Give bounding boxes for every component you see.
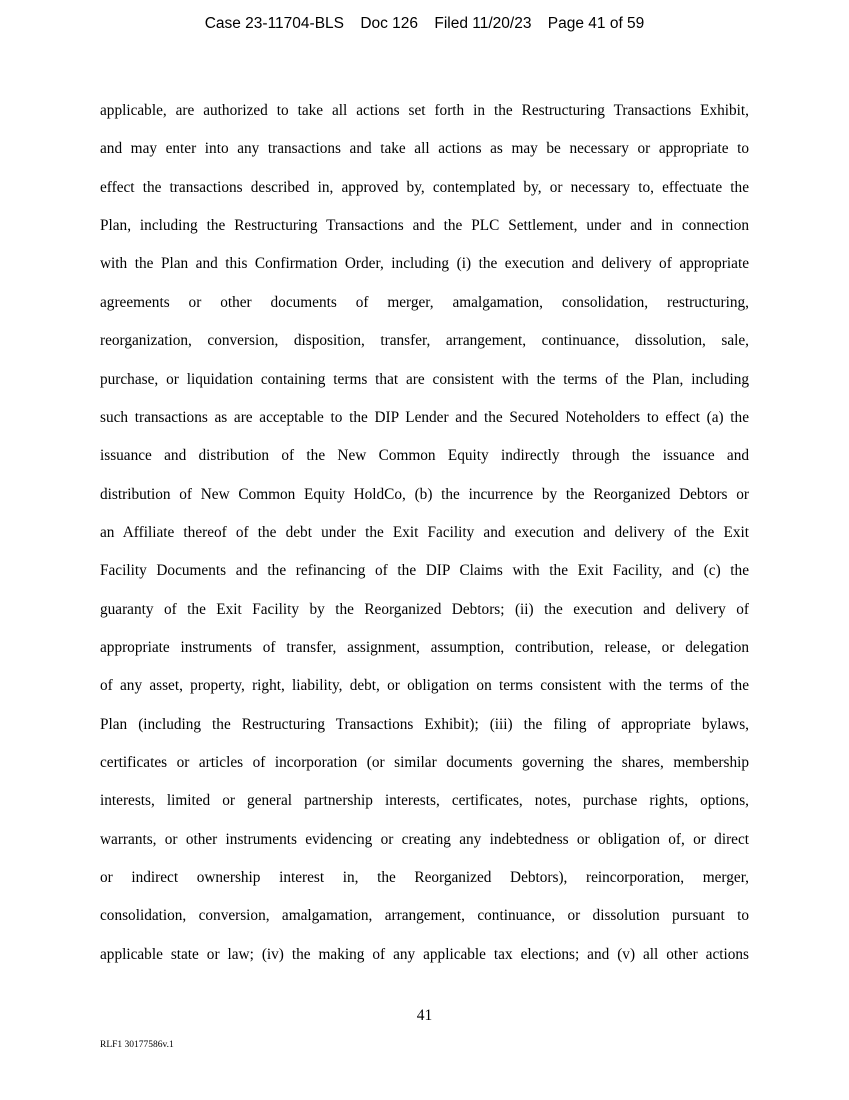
body-line: and may enter into any transactions and take all actions as may be necessary or appropriate to	[100, 140, 749, 157]
body-line: agreements or other documents of merger, amalgamation, consolidation, restructuring,	[100, 294, 749, 311]
body-line: Plan, including the Restructuring Transactions and the PLC Settlement, under and in connection	[100, 217, 749, 234]
body-line: applicable state or law; (iv) the making of any applicable tax elections; and (v) all other actions	[100, 946, 749, 963]
body-line: purchase, or liquidation containing terms that are consistent with the terms of the Plan, including	[100, 371, 749, 388]
body-line: Facility Documents and the refinancing of the DIP Claims with the Exit Facility, and (c) the	[100, 562, 749, 579]
body-line: of any asset, property, right, liability, debt, or obligation on terms consistent with the terms of the	[100, 677, 749, 694]
body-line: Plan (including the Restructuring Transactions Exhibit); (iii) the filing of appropriate bylaws,	[100, 716, 749, 733]
body-line: issuance and distribution of the New Common Equity indirectly through the issuance and	[100, 447, 749, 464]
page-number: 41	[416, 1007, 433, 1024]
filed-date: Filed 11/20/23	[434, 15, 532, 32]
body-line: guaranty of the Exit Facility by the Reorganized Debtors; (ii) the execution and delivery of	[100, 601, 749, 618]
body-line: consolidation, conversion, amalgamation, arrangement, continuance, or dissolution pursuant to	[100, 907, 749, 924]
court-filing-header	[0, 14, 849, 34]
body-line: such transactions as are acceptable to the DIP Lender and the Secured Noteholders to effect (a) the	[100, 409, 749, 426]
body-line: an Affiliate thereof of the debt under the Exit Facility and execution and delivery of the Exit	[100, 524, 749, 541]
body-line: effect the transactions described in, approved by, contemplated by, or necessary to, effectuate the	[100, 179, 749, 196]
body-line: distribution of New Common Equity HoldCo, (b) the incurrence by the Reorganized Debtors or	[100, 486, 749, 503]
body-line: or indirect ownership interest in, the Reorganized Debtors), reincorporation, merger,	[100, 869, 749, 886]
page-count: Page 41 of 59	[547, 15, 645, 32]
document-id: RLF1 30177586v.1	[100, 1040, 174, 1050]
body-line: certificates or articles of incorporation (or similar documents governing the shares, membership	[100, 754, 749, 771]
body-line: reorganization, conversion, disposition, transfer, arrangement, continuance, dissolution, sale,	[100, 332, 749, 349]
body-line: interests, limited or general partnership interests, certificates, notes, purchase rights, options,	[100, 792, 749, 809]
body-line: appropriate instruments of transfer, assignment, assumption, contribution, release, or delegation	[100, 639, 749, 656]
docket-number: Doc 126	[360, 15, 419, 32]
body-line: applicable, are authorized to take all actions set forth in the Restructuring Transactions Exhibit,	[100, 102, 749, 119]
case-number: Case 23-11704-BLS	[204, 15, 344, 32]
body-line: with the Plan and this Confirmation Order, including (i) the execution and delivery of appropriate	[100, 255, 749, 272]
body-line: warrants, or other instruments evidencing or creating any indebtedness or obligation of, or direct	[100, 831, 749, 848]
